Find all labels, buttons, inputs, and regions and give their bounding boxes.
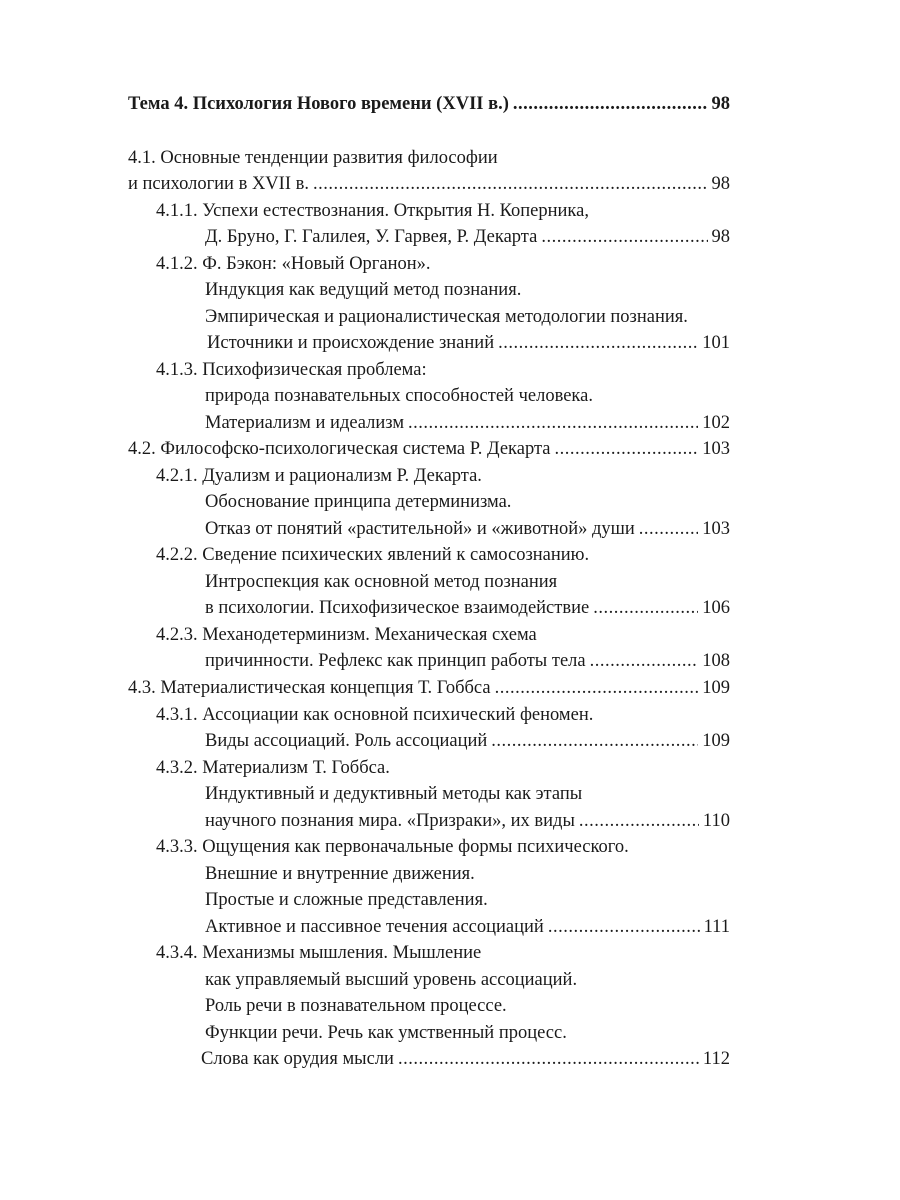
toc-entry-text: Источники и происхождение знаний [207,333,495,353]
toc-entry-text: Материализм и идеализм [205,413,405,433]
toc-entry-page: 109 [702,678,730,698]
toc-leader-dots [639,517,698,541]
toc-entry-text: 4.1.1. Успехи естествознания. Открытия Н. Коперника, [156,201,589,221]
toc-entry-text: Интроспекция как основной метод познания [205,572,558,592]
toc-leader-dots [593,596,698,620]
toc-entry-page: 102 [702,413,730,433]
toc-entry-text: природа познавательных способностей человека. [205,386,593,406]
toc-entry-page: 108 [702,651,730,671]
toc-entry-text: и психологии в XVII в. [128,174,309,194]
toc-entry-page: 106 [702,598,730,618]
toc-leader-dots [498,331,698,355]
toc-entry-page: 103 [702,439,730,459]
toc-entry-text: Обоснование принципа детерминизма. [205,492,512,512]
toc-entry-text: Д. Бруно, Г. Галилея, У. Гарвея, Р. Декарта [205,227,538,247]
toc-entry-page: 110 [702,811,730,831]
toc-entry-text: 4.2.2. Сведение психических явлений к самосознанию. [156,545,590,565]
toc-entry-text: Простые и сложные представления. [205,890,488,910]
toc-entry-text: Роль речи в познавательном процессе. [205,996,507,1016]
toc-entry-text: 4.3.2. Материализм Т. Гоббса. [156,758,390,778]
toc-entry-text: Эмпирическая и рационалистическая методологии познания. [205,307,688,327]
toc-entry-text: Индуктивный и дедуктивный методы как этапы [205,784,583,804]
toc-entry-text: 4.1.2. Ф. Бэкон: «Новый Органон». [156,254,431,274]
toc-leader-dots [313,172,708,196]
toc-leader-dots [495,676,699,700]
toc-leader-dots [491,729,698,753]
toc-entry-text: 4.2. Философско-психологическая система Р. Декарта [128,439,551,459]
toc-leader-dots [555,437,699,461]
toc-entry-page: 98 [711,174,730,194]
toc-entry-text: 4.3.3. Ощущения как первоначальные формы психического. [156,837,629,857]
toc-entry-page: 111 [703,917,730,937]
toc-entry-page: 98 [711,227,730,247]
toc-entry-text: научного познания мира. «Призраки», их виды [205,811,575,831]
toc-leader-dots [408,411,698,435]
toc-leader-dots [541,225,707,249]
toc-entry-text: как управляемый высший уровень ассоциаций. [205,970,578,990]
toc-entry-text: Индукция как ведущий метод познания. [205,280,522,300]
toc-leader-dots [513,92,708,116]
toc-entry-text: Активное и пассивное течения ассоциаций [205,917,544,937]
toc-entry-page: 112 [702,1049,730,1069]
toc-leader-dots [398,1047,699,1071]
toc-entry-text: в психологии. Психофизическое взаимодействие [205,598,590,618]
toc-entry-text: 4.3.1. Ассоциации как основной психический феномен. [156,705,594,725]
toc-entry-page: 103 [702,519,730,539]
toc-leader-dots [548,915,700,939]
toc-entry-text: причинности. Рефлекс как принцип работы тела [205,651,586,671]
toc-entry-page: 109 [702,731,730,751]
toc-entry-text: 4.1. Основные тенденции развития философии [128,148,498,168]
toc-entry-text: Слова как орудия мысли [201,1049,394,1069]
toc-entry-text: 4.3. Материалистическая концепция Т. Гоббса [128,678,491,698]
toc-topic-title: Тема 4. Психология Нового времени (XVII в.) [128,94,509,114]
toc-entry-text: 4.1.3. Психофизическая проблема: [156,360,427,380]
toc-entry-text: Функции речи. Речь как умственный процесс. [205,1023,567,1043]
toc-leader-dots [579,809,699,833]
toc-entry-text: Отказ от понятий «растительной» и «животной» души [205,519,635,539]
toc-entry-text: 4.2.1. Дуализм и рационализм Р. Декарта. [156,466,482,486]
toc-entry-text: 4.2.3. Механодетерминизм. Механическая схема [156,625,537,645]
toc-entry-text: 4.3.4. Механизмы мышления. Мышление [156,943,482,963]
toc-topic-page: 98 [711,94,730,114]
toc-leader-dots [590,649,699,673]
toc-entry-text: Виды ассоциаций. Роль ассоциаций [205,731,488,751]
toc-entry-text: Внешние и внутренние движения. [205,864,475,884]
toc-entry-page: 101 [702,333,730,353]
